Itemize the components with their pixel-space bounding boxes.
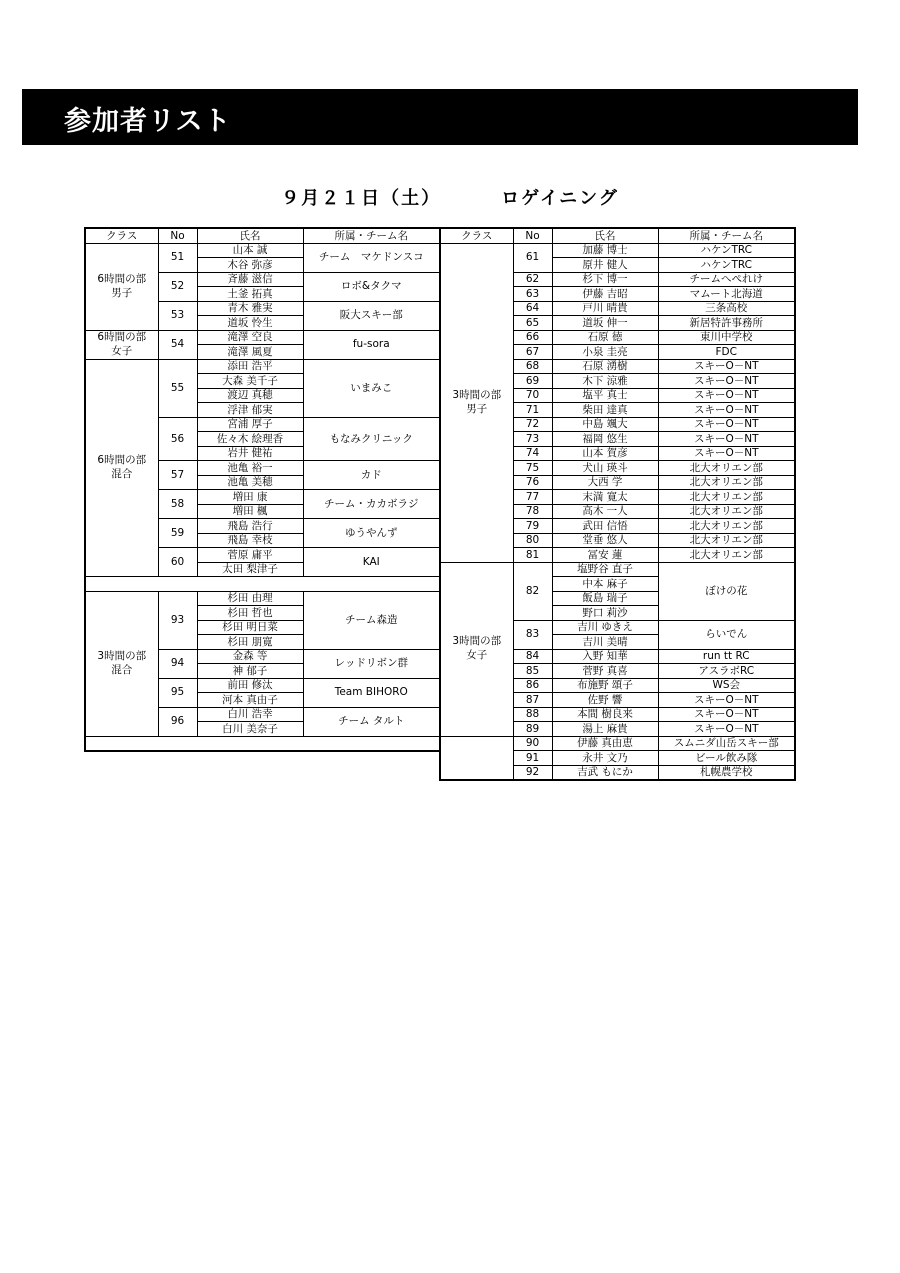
team-no: 69	[513, 374, 552, 389]
member-name: 入野 知華	[552, 649, 658, 664]
member-name: 石原 徳	[552, 330, 658, 345]
member-name: 吉川 ゆきえ	[552, 620, 658, 635]
member-name: 石原 湧樹	[552, 359, 658, 374]
member-name: 末満 寛太	[552, 490, 658, 505]
member-name: 小泉 圭亮	[552, 345, 658, 360]
table-row	[440, 736, 795, 751]
member-name: 山本 賀彦	[552, 446, 658, 461]
team-name: スキーO－NT	[658, 374, 795, 389]
team-name: Team BIHORO	[303, 678, 440, 707]
col-team: 所属・チーム名	[658, 228, 795, 243]
member-name: 青木 雅実	[197, 301, 303, 316]
table-row	[440, 243, 795, 258]
team-name: ビール飲み隊	[658, 751, 795, 766]
team-name: スキーO－NT	[658, 722, 795, 737]
member-name: 神 郁子	[197, 664, 303, 679]
team-name: 北大オリエン部	[658, 519, 795, 534]
team-no: 54	[158, 330, 197, 359]
team-name: ゆうやんず	[303, 519, 440, 548]
event-date: ９月２１日（土）	[281, 188, 442, 209]
team-no: 92	[513, 765, 552, 780]
member-name: 岩井 健祐	[197, 446, 303, 461]
team-name: ロボ&タクマ	[303, 272, 440, 301]
member-name: 杉田 哲也	[197, 606, 303, 621]
team-no: 94	[158, 649, 197, 678]
team-no: 81	[513, 548, 552, 563]
team-name: 北大オリエン部	[658, 490, 795, 505]
table-row	[440, 562, 795, 577]
header-bar	[22, 89, 858, 145]
team-no: 51	[158, 243, 197, 272]
member-name: 杉田 由理	[197, 591, 303, 606]
team-name: ぼけの花	[658, 562, 795, 620]
team-no: 78	[513, 504, 552, 519]
team-name: チーム マケドンスコ	[303, 243, 440, 272]
member-name: 宮浦 厚子	[197, 417, 303, 432]
team-name: 札幌農学校	[658, 765, 795, 780]
member-name: 木下 涼雅	[552, 374, 658, 389]
team-name: スキーO－NT	[658, 432, 795, 447]
team-no: 82	[513, 562, 552, 620]
team-name: アスラボRC	[658, 664, 795, 679]
blank-class-cell	[440, 736, 513, 780]
team-name: らいでん	[658, 620, 795, 649]
team-name: 北大オリエン部	[658, 504, 795, 519]
table-row	[85, 330, 440, 345]
member-name: 前田 修汰	[197, 678, 303, 693]
team-name: スムニダ山岳スキー部	[658, 736, 795, 751]
team-name: 北大オリエン部	[658, 475, 795, 490]
member-name: 菅原 庸平	[197, 548, 303, 563]
col-class: クラス	[440, 228, 513, 243]
team-name: run tt RC	[658, 649, 795, 664]
table-header	[85, 228, 440, 243]
member-name: 飯島 瑞子	[552, 591, 658, 606]
page-title: 参加者リスト	[64, 106, 232, 137]
member-name: 土釜 拓真	[197, 287, 303, 302]
team-name: 新居特許事務所	[658, 316, 795, 331]
member-name: 添田 浩平	[197, 359, 303, 374]
team-no: 86	[513, 678, 552, 693]
team-name: スキーO－NT	[658, 417, 795, 432]
team-no: 89	[513, 722, 552, 737]
team-no: 93	[158, 591, 197, 649]
team-name: スキーO－NT	[658, 359, 795, 374]
team-name: KAI	[303, 548, 440, 577]
member-name: 柴田 達真	[552, 403, 658, 418]
team-no: 63	[513, 287, 552, 302]
team-no: 61	[513, 243, 552, 272]
team-name: いまみこ	[303, 359, 440, 417]
class-cell: 6時間の部 混合	[85, 359, 158, 577]
team-name: 北大オリエン部	[658, 548, 795, 563]
member-name: 大西 学	[552, 475, 658, 490]
member-name: 杉下 博一	[552, 272, 658, 287]
event-title	[0, 184, 900, 210]
table-row	[85, 591, 440, 606]
team-no: 59	[158, 519, 197, 548]
team-no: 72	[513, 417, 552, 432]
team-no: 87	[513, 693, 552, 708]
member-name: 菅野 真喜	[552, 664, 658, 679]
member-name: 渡辺 真穂	[197, 388, 303, 403]
member-name: 金森 等	[197, 649, 303, 664]
separator-row	[85, 577, 440, 592]
team-no: 65	[513, 316, 552, 331]
member-name: 本間 樹良来	[552, 707, 658, 722]
member-name: 野口 莉沙	[552, 606, 658, 621]
team-no: 70	[513, 388, 552, 403]
member-name: 原井 健人	[552, 258, 658, 273]
team-no: 77	[513, 490, 552, 505]
right-roster-table	[439, 227, 796, 781]
member-name: 伊藤 吉昭	[552, 287, 658, 302]
team-name: スキーO－NT	[658, 693, 795, 708]
team-no: 91	[513, 751, 552, 766]
team-name: fu-sora	[303, 330, 440, 359]
member-name: 冨安 蓮	[552, 548, 658, 563]
team-no: 64	[513, 301, 552, 316]
member-name: 斉藤 滋信	[197, 272, 303, 287]
member-name: 堂垂 悠人	[552, 533, 658, 548]
col-team: 所属・チーム名	[303, 228, 440, 243]
team-no: 76	[513, 475, 552, 490]
team-name: 北大オリエン部	[658, 533, 795, 548]
member-name: 滝澤 空良	[197, 330, 303, 345]
team-name: 東川中学校	[658, 330, 795, 345]
team-name: レッドリボン群	[303, 649, 440, 678]
team-name: FDC	[658, 345, 795, 360]
team-name: スキーO－NT	[658, 446, 795, 461]
member-name: 佐野 響	[552, 693, 658, 708]
class-cell: 3時間の部 女子	[440, 562, 513, 736]
member-name: 加藤 博士	[552, 243, 658, 258]
member-name: 道坂 伸一	[552, 316, 658, 331]
member-name: 吉川 美晴	[552, 635, 658, 650]
member-name: 塩野谷 直子	[552, 562, 658, 577]
team-no: 66	[513, 330, 552, 345]
team-no: 85	[513, 664, 552, 679]
member-name: 白川 美奈子	[197, 722, 303, 737]
col-no: No	[513, 228, 552, 243]
member-name: 布施野 頌子	[552, 678, 658, 693]
member-name: 佐々木 絵理香	[197, 432, 303, 447]
team-no: 80	[513, 533, 552, 548]
team-name: スキーO－NT	[658, 403, 795, 418]
member-name: 杉田 明日菜	[197, 620, 303, 635]
table-row	[85, 359, 440, 374]
blank-row	[85, 736, 440, 751]
member-name: 永井 文乃	[552, 751, 658, 766]
team-no: 60	[158, 548, 197, 577]
team-name: マムート北海道	[658, 287, 795, 302]
member-name: 池亀 美穂	[197, 475, 303, 490]
team-no: 79	[513, 519, 552, 534]
col-name: 氏名	[197, 228, 303, 243]
team-no: 95	[158, 678, 197, 707]
team-no: 73	[513, 432, 552, 447]
team-no: 56	[158, 417, 197, 461]
col-class: クラス	[85, 228, 158, 243]
left-roster-table	[84, 227, 441, 752]
team-no: 83	[513, 620, 552, 649]
team-name: チーム・カカボラジ	[303, 490, 440, 519]
team-name: ハケンTRC	[658, 243, 795, 258]
member-name: 高木 一人	[552, 504, 658, 519]
member-name: 白川 浩幸	[197, 707, 303, 722]
team-name: チーム森造	[303, 591, 440, 649]
member-name: 道坂 怜生	[197, 316, 303, 331]
team-no: 84	[513, 649, 552, 664]
team-no: 75	[513, 461, 552, 476]
member-name: 池亀 裕一	[197, 461, 303, 476]
member-name: 吉武 もにか	[552, 765, 658, 780]
team-name: スキーO－NT	[658, 707, 795, 722]
member-name: 河本 真由子	[197, 693, 303, 708]
team-name: スキーO－NT	[658, 388, 795, 403]
table-row	[85, 243, 440, 258]
member-name: 増田 楓	[197, 504, 303, 519]
team-no: 55	[158, 359, 197, 417]
table-header	[440, 228, 795, 243]
member-name: 浮津 郁実	[197, 403, 303, 418]
team-name: もなみクリニック	[303, 417, 440, 461]
team-no: 52	[158, 272, 197, 301]
team-no: 90	[513, 736, 552, 751]
member-name: 木谷 弥彦	[197, 258, 303, 273]
member-name: 杉田 朋寛	[197, 635, 303, 650]
team-no: 53	[158, 301, 197, 330]
member-name: 伊藤 真由恵	[552, 736, 658, 751]
team-no: 57	[158, 461, 197, 490]
team-name: 阪大スキー部	[303, 301, 440, 330]
member-name: 山本 誠	[197, 243, 303, 258]
member-name: 湯上 麻貴	[552, 722, 658, 737]
member-name: 中本 麻子	[552, 577, 658, 592]
class-cell: 3時間の部 混合	[85, 591, 158, 736]
member-name: 増田 康	[197, 490, 303, 505]
member-name: 大森 美千子	[197, 374, 303, 389]
class-cell: 3時間の部 男子	[440, 243, 513, 562]
member-name: 滝澤 風夏	[197, 345, 303, 360]
team-no: 96	[158, 707, 197, 736]
member-name: 飛島 浩行	[197, 519, 303, 534]
team-no: 58	[158, 490, 197, 519]
team-no: 74	[513, 446, 552, 461]
col-name: 氏名	[552, 228, 658, 243]
team-name: 北大オリエン部	[658, 461, 795, 476]
team-name: WS会	[658, 678, 795, 693]
team-no: 71	[513, 403, 552, 418]
member-name: 戸川 晴貴	[552, 301, 658, 316]
col-no: No	[158, 228, 197, 243]
member-name: 武田 信悟	[552, 519, 658, 534]
team-name: カド	[303, 461, 440, 490]
team-name: 三条高校	[658, 301, 795, 316]
team-name: チームへぺれけ	[658, 272, 795, 287]
team-no: 68	[513, 359, 552, 374]
team-no: 67	[513, 345, 552, 360]
event-name: ロゲイニング	[501, 188, 619, 209]
member-name: 太田 梨津子	[197, 562, 303, 577]
member-name: 中島 颯大	[552, 417, 658, 432]
team-name: ハケンTRC	[658, 258, 795, 273]
member-name: 飛島 幸枝	[197, 533, 303, 548]
team-no: 88	[513, 707, 552, 722]
team-no: 62	[513, 272, 552, 287]
team-name: チーム タルト	[303, 707, 440, 736]
class-cell: 6時間の部 男子	[85, 243, 158, 330]
member-name: 福岡 悠生	[552, 432, 658, 447]
class-cell: 6時間の部 女子	[85, 330, 158, 359]
member-name: 塩平 真士	[552, 388, 658, 403]
member-name: 犬山 瑛斗	[552, 461, 658, 476]
